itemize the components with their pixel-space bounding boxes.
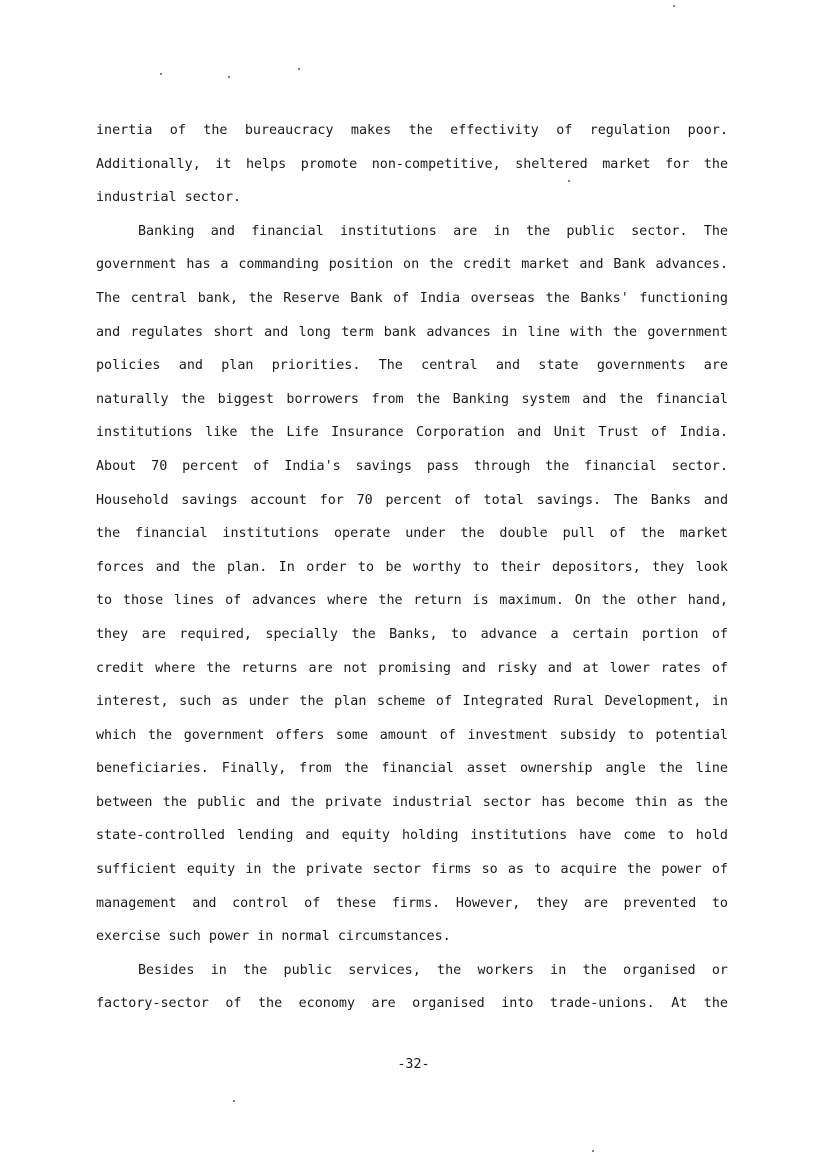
text-line: management and control of these firms. However, they are prevented to (96, 895, 728, 911)
text-line: institutions like the Life Insurance Corporation and Unit Trust of India. (96, 425, 728, 441)
body-text (96, 114, 728, 1021)
text-line: naturally the biggest borrowers from the Banking system and the financial (96, 391, 728, 407)
scan-speck (233, 1100, 235, 1102)
text-line: Besides in the public services, the workers in the organised or (138, 962, 728, 978)
scan-speck (160, 73, 162, 75)
page-number: -32- (397, 1057, 430, 1072)
text-line: exercise such power in normal circumstances. (96, 929, 451, 945)
text-line: beneficiaries. Finally, from the financial asset ownership angle the line (96, 761, 728, 777)
text-line: state-controlled lending and equity holding institutions have come to hold (96, 828, 728, 844)
scan-speck (228, 76, 230, 78)
text-line: sufficient equity in the private sector firms so as to acquire the power of (96, 862, 728, 878)
text-line: industrial sector. (96, 190, 242, 206)
text-line: The central bank, the Reserve Bank of India overseas the Banks' functioning (96, 290, 728, 306)
text-line: and regulates short and long term bank advances in line with the government (96, 324, 728, 340)
text-line: which the government offers some amount of investment subsidy to potential (96, 727, 728, 743)
text-line: forces and the plan. In order to be worthy to their depositors, they look (96, 559, 728, 575)
text-line: policies and plan priorities. The central and state governments are (96, 358, 728, 374)
text-line: Banking and financial institutions are in the public sector. The (138, 223, 728, 239)
text-line: Household savings account for 70 percent of total savings. The Banks and (96, 492, 728, 508)
text-line: the financial institutions operate under the double pull of the market (96, 526, 728, 542)
text-line: Additionally, it helps promote non-competitive, sheltered market for the (96, 156, 728, 172)
text-line: between the public and the private industrial sector has become thin as the (96, 794, 728, 810)
text-line: to those lines of advances where the return is maximum. On the other hand, (96, 593, 728, 609)
text-line: About 70 percent of India's savings pass through the financial sector. (96, 458, 728, 474)
text-line: credit where the returns are not promising and risky and at lower rates of (96, 660, 728, 676)
text-line: inertia of the bureaucracy makes the effectivity of regulation poor. (96, 123, 728, 138)
text-line: factory-sector of the economy are organised into trade-unions. At the (96, 996, 728, 1012)
text-line: government has a commanding position on the credit market and Bank advances. (96, 257, 728, 273)
text-line: they are required, specially the Banks, to advance a certain portion of (96, 626, 728, 642)
text-line: interest, such as under the plan scheme of Integrated Rural Development, in (96, 694, 728, 710)
scan-speck (298, 68, 300, 70)
scan-speck (673, 5, 675, 7)
scan-speck (592, 1150, 594, 1152)
